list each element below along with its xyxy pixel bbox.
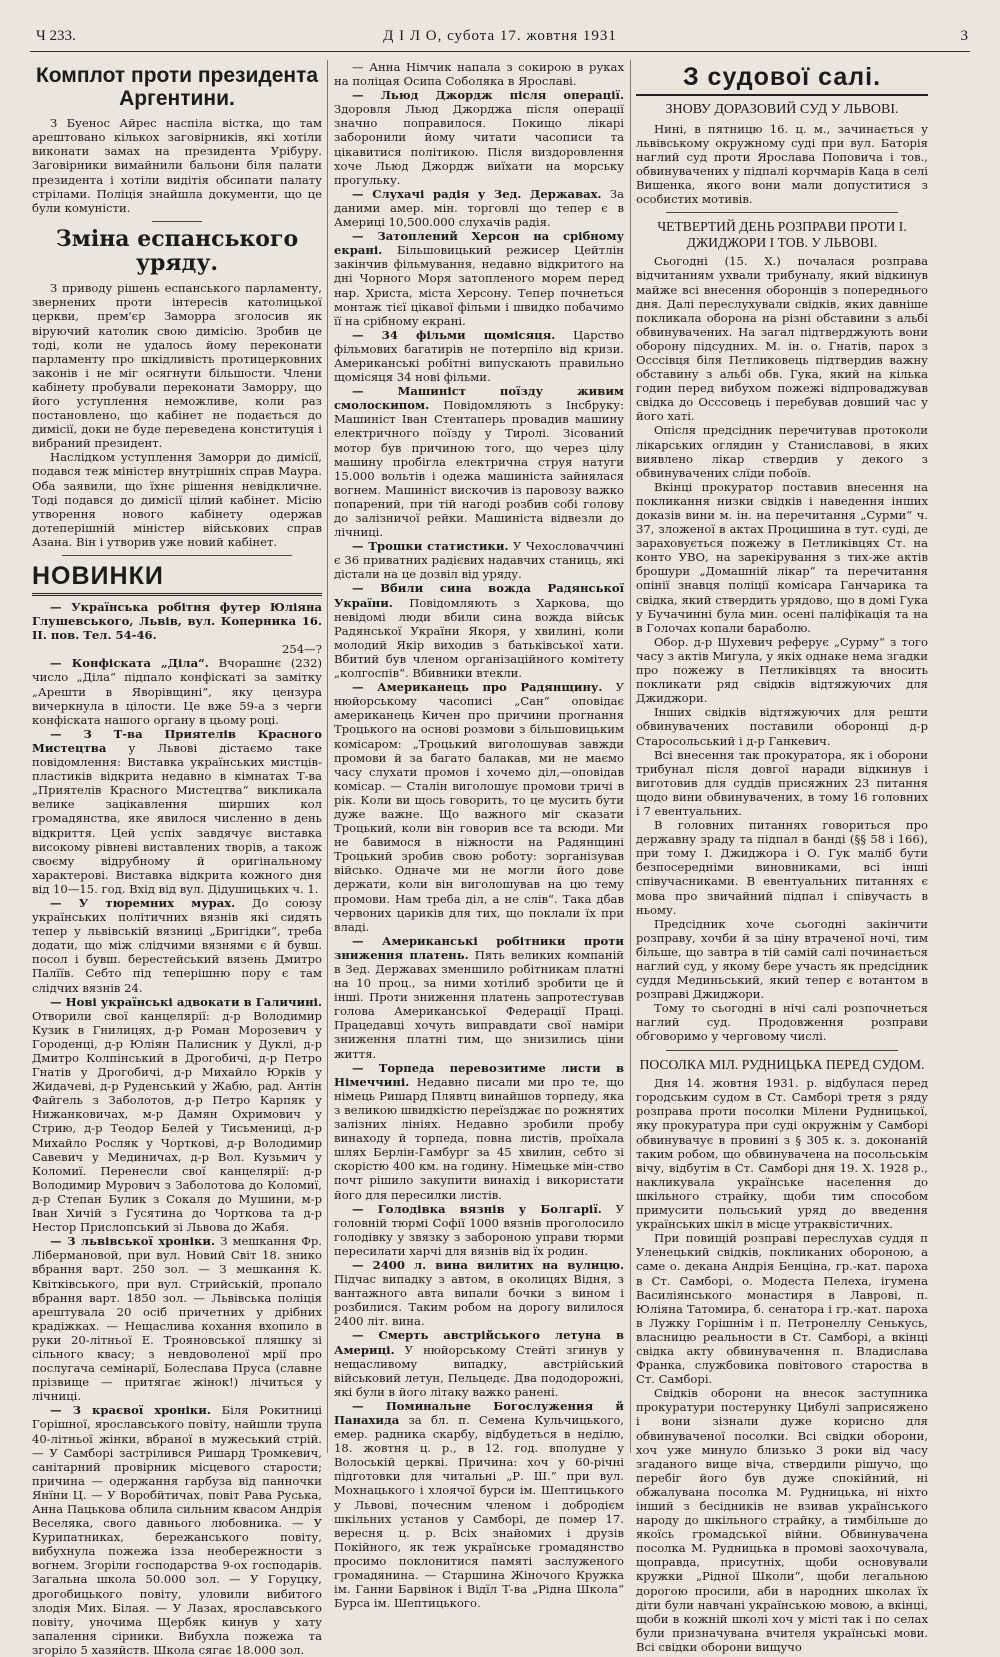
section-logo-novynky: НОВИНКИ — [32, 562, 322, 596]
news-item-text: У головній тюрмі Софії 1000 вязнів проголосило голодівку у звязку з забороною управи тюрми пересилати харчі для вязнів від їх родин. — [334, 1201, 624, 1258]
article-paragraph: Вкінці прокуратор поставив внесення на покликання низки свідків і наведення інших доказів вини м. ін. на перечитання „Сурми“ ч. 37, зложеної в актах Процишина в тут. суді, де зараховується пожежу в Петликівцях Ст. на конто УВО, на зарекірування з тих-же актів брошури „Домашній лікар“ та перечитання опінії знавця поліції комісара Ганчарика та свідка, який ствердить урядово, що в домі Гука у Бучачинні була мин. осені паліфікація та на в Голочах копали бараболю. — [636, 479, 928, 635]
news-item — [334, 1061, 624, 1202]
news-item-text: Більшовицький режисер Цейтлін закінчив фільмування, недавно відкритого на дні Чорного Моря затопленого морем перед нар. Христа, міста Херсону. Тепер почнеться монтаж тієї цікавої фільми і швидко побачимо її на срібному екрані. — [334, 243, 625, 328]
news-item — [334, 328, 624, 384]
news-item-title: — Американські робітники проти зниження платень. — [334, 933, 624, 962]
news-item-title: — 2400 л. вина вилитих на вулицю. — [352, 1257, 624, 1272]
article-paragraph: Дня 14. жовтня 1931. р. відбулася перед городським судом в Ст. Самборі третя з ряду розправа проти посолки Мілени Рудницької, яку прокуратура при суді окружнім у Самборі обвинувачує в провині з § 305 к. з. доконаній таким робом, що обвинувачена на посольськім вічу, відбутім в Ст. Самборі дня 19. Х. 1928 р., накликувала українське населення до шкільного страйку, щоби тим способом примусити польський уряд до введення українських шкіл в місце утраквістичних. — [636, 1076, 928, 1232]
news-item — [334, 1328, 624, 1398]
news-item-text: У нюйорському Стейті згинув у нещасливому випадку, австрійський військовий летун, Пельцедє. Два пододорожні, які були в його літаку важко ранені. — [334, 1342, 625, 1399]
article-paragraph: Обор. д-р Шухевич реферує „Сурму“ з того часу з актів Мигула, у якіх однаке нема згадки про пожежу в Петликівцях та вносить покликати ряд свідків відтяжуючих для Джиджори. — [636, 634, 928, 706]
news-item — [32, 1234, 322, 1403]
headline-trial: ЧЕТВЕРТИЙ ДЕНЬ РОЗПРАВИ ПРОТИ І. ДЖИДЖОРИ І ТОВ. У ЛЬВОВІ. — [657, 219, 907, 250]
article-spain — [32, 227, 322, 549]
headline-argentina: Комплот проти президента Аргентини. — [35, 64, 319, 111]
news-item-text: Царство фільмових багатирів не потерпіло від кризи. Американські робітні випускають правильно щомісяця 34 нові фільми. — [334, 327, 624, 385]
news-item-title: — Торпеда перевозитиме листи в Німеччині. — [334, 1060, 624, 1089]
news-item-text: До союзу українських політичних вязнів які сидять тепер у львівській вязниці „Бригідки“, треба додати, що між слідчими вязнями є й бувш. посол і бувш. берестейський вязень Дмитро Палїїв. Себто під теперішню пору є там слідчих вязнів 24. — [32, 895, 322, 995]
news-item — [334, 1202, 624, 1258]
news-item-title: — Конфіската „Діла“. — [50, 656, 209, 671]
news-item-text: Недавно писали ми про те, що німець Ришард Плявтц винайшов торпеду, яка з великою швидкістю переїзджає по рожнятих залізних лініях. Недавно зробили пробу винаходу й торпеда, повна листів, проїхала шлях Берлін-Гамбург за 45 хвилин, себто зі скорістю 400 км. на годину. Німецьке мін-ство почт рішило закупити винахід і використати його для пересилки листів. — [334, 1074, 624, 1202]
news-item — [334, 187, 624, 229]
masthead-title: Д І Л О, субота 17. жовтня 1931 — [383, 28, 617, 44]
news-item-text: Здоровля Льюд Джорджа після операції значно поправилося. Покищо лікарі заборонили йому читати часописи та цікавитися політикою. Після виздоровлення хоче Льюд Джордж виїхати на морську прогульку. — [334, 102, 624, 187]
news-item-title: — Затоплений Херсон на срібному екрані. — [334, 229, 624, 258]
news-item-title: — 34 фільми щомісяця. — [352, 327, 556, 342]
news-item-title: — Американець про Радянщину. — [352, 680, 603, 695]
news-item-text: У нюйорському часописі „Сан“ оповідає американець Кичен про причини прогнання Троцького на основі розмови з більшовицьким комісаром: „Троцький виголошував завжди промови й за багато балакав, ми не маємо часу слухати промов і хочемо діл,—оповідав комісар. — Сталін виголошує промови тричі в рік. Коли ви щось говорить, то це мусить бути дуже важне. Що важного міг сказати Троцький, коли він говорив все та всюди. Ми не бавимося в ніжности на Радянщині Троцький зробив свою роботу: зорганізував військо. Одначе ми не могли його дове держати, коли він виголошував на цю тему промови. Нам треба діл, а не слів“. Така дбав червоних цариків для тих, що поклали їх при владі. — [334, 680, 625, 934]
separator — [666, 212, 898, 213]
news-item-text: Повідомляють з Харкова, що невідомі люди вбили сина вожда військ Радянської України Якоря, у хвилині, коли молодий Якір виходив з батьківської хати. Вбитий був членом організаційного комітету „колгоспів“. Вбивники втекли. — [334, 595, 625, 681]
column-divider — [630, 60, 631, 1453]
column-1 — [32, 60, 322, 1657]
news-item-title: — Слухачі радія у Зед. Державах. — [352, 186, 602, 201]
news-item — [334, 384, 624, 539]
news-item-title: — Смерть австрійського летуна в Америці. — [334, 1328, 624, 1357]
news-item-text: — Анна Німчик напала з сокирою в руках на поліцая Осипа Соболяка в Ярославі. — [334, 60, 624, 89]
article-paragraph: Предсідник хоче сьогодні закінчити розправу, хочби й за ціну втраченої ночі, тим більше, що завтра в тій самій салі починається наглий суд, у якому бере участь як предсідник суддя Мединьський, який тепер є вотантом в розправі Джиджори. — [636, 916, 928, 1002]
news-item-title: — З Т-ва Приятелів Красного Мистецтва — [32, 726, 322, 755]
news-item — [334, 88, 624, 187]
news-item-title: — Голодівка вязнів у Болгарії. — [352, 1201, 602, 1216]
page-number: 3 — [960, 28, 968, 44]
article-argentina — [32, 64, 322, 215]
news-item — [334, 1399, 624, 1610]
news-item-title: — Машиніст поїзду живим смолоскипом. — [334, 384, 624, 413]
column-2 — [334, 60, 625, 1611]
column-3 — [636, 60, 928, 1654]
kicker-court: ЗНОВУ ДОРАЗОВИЙ СУД У ЛЬВОВІ. — [665, 101, 899, 117]
article-paragraph: При повищій розправі переслухав суддя п Уленецький свідків, покликаних обороною, а саме о. декана Андрія Бенціна, гр.-кат. пароха в Ст. Самборі, о. Модеста Пелеха, ігумена Василіянського монастиря в Лаврові, п. Юліяна Татомира, б. сенатора і гр.-кат. пароха в Лужку Горішнім і п. Петронеллу Сенькусь, власницю реальности в Ст. Самборі, а вкінці свідка акту обвинувачення п. Владислава Франка, службовика повітового староства в Ст. Самборі. — [636, 1231, 928, 1387]
news-item-text: З мешкання Фр. Лібермановой, при вул. Новий Світ 18. знико вбрання варт. 250 зол. — З мешкання К. Квітківського, при вул. Стрийській, пропало вбрання варт. 1850 зол. — Львівська поліція арештувала 20 осіб причетних у дрібних крадіжках. — Нещаслива кохання вхопило в руки 20-літньої Е. Трояновської пляшку зі сільного квасу; з невдоволеної мрії про послугача семінарії, Болеслава Пруса (славне прізвище — притягає жінок!) лічиться у лічниці. — [32, 1234, 322, 1404]
masthead — [30, 22, 970, 52]
news-item — [334, 539, 624, 581]
news-item-text: У Чехословаччині є 36 приватних радієвих надавчих станиць, які дістали на це дозвіл від уряду. — [334, 539, 624, 582]
article-paragraph: Свідків оборони на внесок заступника прокуратури постерунку Цибулі заприсяжено і вони зізнали дуже корисно для обвинуваченої посолки. Всі свідки оборони, хоч уже минуло близько 3 роки від часу згаданого вище віча, ствердили рішучо, що перебіг його був дуже спокійний, ні обжалувана посолка М. Рудницька, ні ніхто інший з бесідників не взивав українського народу до шкільного страйку, а тимбільше до якоїсь громадської війни. Обвинувачена посолка М. Рудницька в промові заохочувала, щоправда, присутніх, щоби основували кружки „Рідної Школи“, щоби легальною дорогою просили, аби в народних школах їх діти були навчані українською мовою, а вкінці, щоби в кожній школі хоч у місті так і по селах були призначувана вчителя українські мови. Всі свідки оборони вищучо — [636, 1386, 928, 1654]
section-headline-court: З судової салі. — [636, 64, 928, 96]
article-paragraph: Тому то сьогодні в нічі салі розпочнеться наглий суд. Продовження розправи обговоримо у черговому числі. — [636, 1001, 928, 1044]
article-body: Нині, в пятницю 16. ц. м., зачинається у львівському окружному суді при вул. Баторія наглий суд проти Ярослава Поповича і тов., обвинувачених у підпалі корчмарів Каца в селі Вишенка, якого вони мали допуститися з особистих мотивів. — [636, 121, 928, 206]
news-item-text: За даними амер. мін. торговлі що тепер є в Америці 10,500.000 слухачів радія. — [334, 186, 625, 230]
news-item-title: — Льюд Джордж після операції. — [352, 88, 624, 103]
headline-spain: Зміна еспанського уряду. — [55, 225, 299, 277]
news-item-text: Біля Рокитниці Горішної, ярославського повіту, найшли трупа 40-літньої жінки, вбраної в мужеський стрій. — У Самборі застрілився Ришард Тромкевич, санітарний провірник місцевого старости; причина — одержання гарбуза від панночки Янїни Ц. — У Воробйтичах, повіт Рава Руська, Анна Пацькова облила сильним квасом Андрія Веселяка, свого давнього любовника. — У Курипатниках, бережанського повіту, вибухнула пожежа ізза необережности з вогнем. Згоріли господарства 9-ох господарів. Загальна школа 50.000 зол. — У Горуцку, дрогобицького повіту, уловили вибитого злодія Мих. Білая. — У Лазах, ярославського повіту, уночима Щербяк кинув у хату запалення сірники. Вибухла пожежа та згоріло 5 хазяйств. Школа сягає 18.000 зол. — [32, 1403, 322, 1657]
news-item-title: — З краєвої хроніки. — [50, 1403, 211, 1418]
news-item-text: за бл. п. Семена Кульчицького, емер. радника скарбу, відбудеться в неділю, 18. жовтня ц. р., в 12. год. вполудне у Волоській церкві. Причина: хоч у 60-річні підготовки для читальні „Р. Ш.“ при вул. Мохнацького і хлоячої бурси ім. Шептицького у Львові, почесним членом і добродієм шкільних установ у Самборі, де помер 17. вересня ц. р. Всіх знайомих і друзів Покійного, як теж українське громадянство просимо поклонитися памяті заслуженого громадянина. — Старшина Жіночого Кружка ім. Ганни Барвінок і Відїл Т-ва „Рідна Школа“ Бурса ім. Шептицького. — [334, 1413, 624, 1611]
news-item — [32, 896, 322, 995]
article-paragraph: Сьогодні (15. Х.) почалася розправа відчитанням ухвали трибуналу, який відкинув майже всі внесення оборонців з попереднього дня. Далі переслухували свідків, яких давніше покликала оборона на різні обставини з альбі обвинувачених. На загал підтверджують вони оборону підсудних. М. ін. о. Гнатів, парох з Осссівця біля Петликовець підтвердив важну обставину з альбі обв. Гука, який на кілька годин перед вибухом пожежі відпроваджував свідка до Осссовець і перебував довший час у його хаті. — [636, 254, 928, 424]
news-item-title: — З львівської хроніки. — [50, 1234, 216, 1249]
news-item-text: у Львові дістаємо таке повідомлення: Виставка українських мистців-пластиків відкрита недавно в кімнатах Т-ва „Приятелів Красного Мистецтва“ викликала велике зацікавлення ширших кол громадянства, яке явилося численно в день відкриття. Цей успіх завдячує виставка високому рівневі виставлених творів, а також своєму відрубному й оригінальному характерові. Виставка відкрита кожного дня від 10—15. год. Вхід від вул. Дідушицьких ч. 1. — [32, 740, 322, 896]
masthead-rule — [30, 51, 970, 52]
news-item — [334, 680, 624, 934]
article-body: З Буенос Айрес наспіла вістка, що там арештовано кількох заговірників, які хотіли виконати замах на президента Урібуру. Заговірники вимайнили бальони біля палати президента і хотіли видітія обсипати палату стрілами. Поліція знайшла документи, що це були комуністи. — [32, 116, 322, 215]
news-item — [32, 727, 322, 896]
news-item — [32, 656, 322, 726]
ad-title: — Українська робітня футер Юліяна Глушевського, Львів, вул. Коперника 16. II. пов. Тел. 54-46. — [32, 600, 322, 643]
news-list — [32, 656, 322, 1657]
column-divider — [327, 60, 328, 1453]
issue-number: Ч 233. — [36, 28, 76, 44]
article-paragraph: Інших свідків відтяжуючих для решти обвинувачених поставили оборонці д-р Старосольський і д-р Ганкевич. — [636, 705, 928, 748]
separator — [666, 1050, 898, 1051]
article-body: З приводу рішень еспанського парламенту, звернених проти інтересів католицької церкви, прем'єр Заморра зголосив як віруючий католик свою димісію. Зробив це тоді, коли не удалось йому переконати парламенту про шкідливість протицерковних законів і не міг осягнути більшости. Члени кабінету пробували переконати Заморру, що його уступлення неможливе, коли раз постановлено, що кабінет не подається до димісії, доки не буде переведена конституція і вибраний президент. — [32, 281, 322, 451]
news-item-title: — Поминальне Богослужения й Панахида — [334, 1398, 624, 1427]
news-item — [32, 1403, 322, 1657]
separator — [62, 555, 292, 556]
news-item — [334, 934, 624, 1061]
news-item-text: Повідомляють з Інсбруку: Машиніст Іван Стентаперь провадив машину електричного поїзду у Тиролі. Зісований мотор був причиною того, що через цілу машину пробігла електрична струя натуги 15.000 вольтів і одежа машиніста зайнялася вогнем. Машиніст вискочив із паровозу важко попарений, при тій нагоді розбив собі голову до залізничої рейки. Машиніста відвезли до лічниці. — [334, 398, 625, 540]
headline-rudnytska: ПОСОЛКА МІЛ. РУДНИЦЬКА ПЕРЕД СУДОМ. — [639, 1056, 925, 1072]
ad-code: 254—? — [282, 642, 322, 657]
separator — [152, 221, 202, 222]
news-item — [334, 581, 624, 680]
news-item-text: Пять великих компаній в Зед. Державах зменшило робітникам платні на 10 проц., за ними хотілиб зробити це й інші. Проти зниження платень запротестував голова Американської Федерації Праці. Працедавці хочуть виправдати свої наміри зниження платні тим, що знизились ціни життя. — [334, 947, 625, 1061]
news-item — [334, 1258, 624, 1328]
article-paragraph: В головних питаннях говориться про державну зраду та підпал в банді (§§ 58 і 166), при тому І. Джиджора і О. Гук маліб бути безпосередніми виновниками, всі інші співучасниками. В евентуальних питаннях є мова про звичайний підпал і співучасть в ньому. — [636, 818, 928, 917]
news-item-text: Підчас випадку з автом, в околицях Відня, з вантажного авта випали бочки з вином і розбилися. Таким робом на дорогу вилилося 2400 літ. вина. — [334, 1272, 624, 1329]
news-item — [32, 995, 322, 1235]
news-list — [334, 60, 624, 1610]
news-item-title: — Трошки статистики. — [352, 539, 509, 554]
news-item — [334, 60, 624, 88]
article-rudnytska — [636, 1076, 928, 1654]
news-item-text: Вчорашнє (232) число „Діла“ підпало конфіскаті за замітку „Арешти в Яворівщині“, яку цензура вичеркнула в цілости. Це вже 59-а з черги конфіската нашого органу в цьому році. — [32, 656, 322, 727]
news-item-title: — Нові українські адвокати в Галичині. — [50, 994, 322, 1009]
article-trial — [636, 254, 928, 1043]
article-paragraph: Всі внесення так прокуратора, як і оборони трибунал після довгої наради відкинув і виготовив для суддів присяжних 23 питання щодо вини обвинувачених, в тому 16 головних і 7 евентуальних. — [636, 747, 928, 818]
news-item — [334, 229, 624, 328]
article-paragraph: Опісля предсідник перечитував протоколи лікарських оглядин у Станиславові, в яких виявлено лікар ствердив у декого з обвинувачених слїди побоїв. — [636, 423, 928, 480]
article-body: Наслідком уступлення Заморри до димісії, подався теж міністер внутрішніх справ Маура. Оба заявили, що їхнє рішення невідкличне. Тоді подався до димісії цілий кабінет. Місію утворення нового кабінету одержав дотеперішній міністер військових справ Азана. Він і утворив уже новий кабінет. — [32, 450, 322, 549]
news-item-title: — У тюремних мурах. — [50, 895, 236, 910]
news-item-text: Отворили свої канцелярії: д-р Володимир Кузик в Гнилицях, д-р Роман Морозевич у Городенці, д-р Юліян Палисник у Дуклі, д-р Дмитро Колпінський в Дрогобичі, д-р Петро Гнатів у Дрогобичі, д-р Михайло Юрків у Жидачеві, д-р Руденський у Жабю, рад. Антін Файгель з Заболотов, д-р Петро Карпяк у Нижанковичах, м-р Дамян Охримович у Стрию, д-р Теодор Белей у Тисьмениці, д-р Михайло Росляк у Чорткові, д-р Володимир Савевич у Мединичах, д-р Вол. Кузьмич у Коломиї. Перенесли свої канцелярії: д-р Володимир Мурович з Заболотова до Коломиї, д-р Степан Булик з Сокаля до Мушини, м-р Іван Хичій з Гусятина до Чорткова та д-р Нестор Прислопський зі Львова до Жабя. — [32, 1008, 322, 1235]
news-item-title: — Вбили сина вожда Радянської України. — [334, 581, 624, 610]
